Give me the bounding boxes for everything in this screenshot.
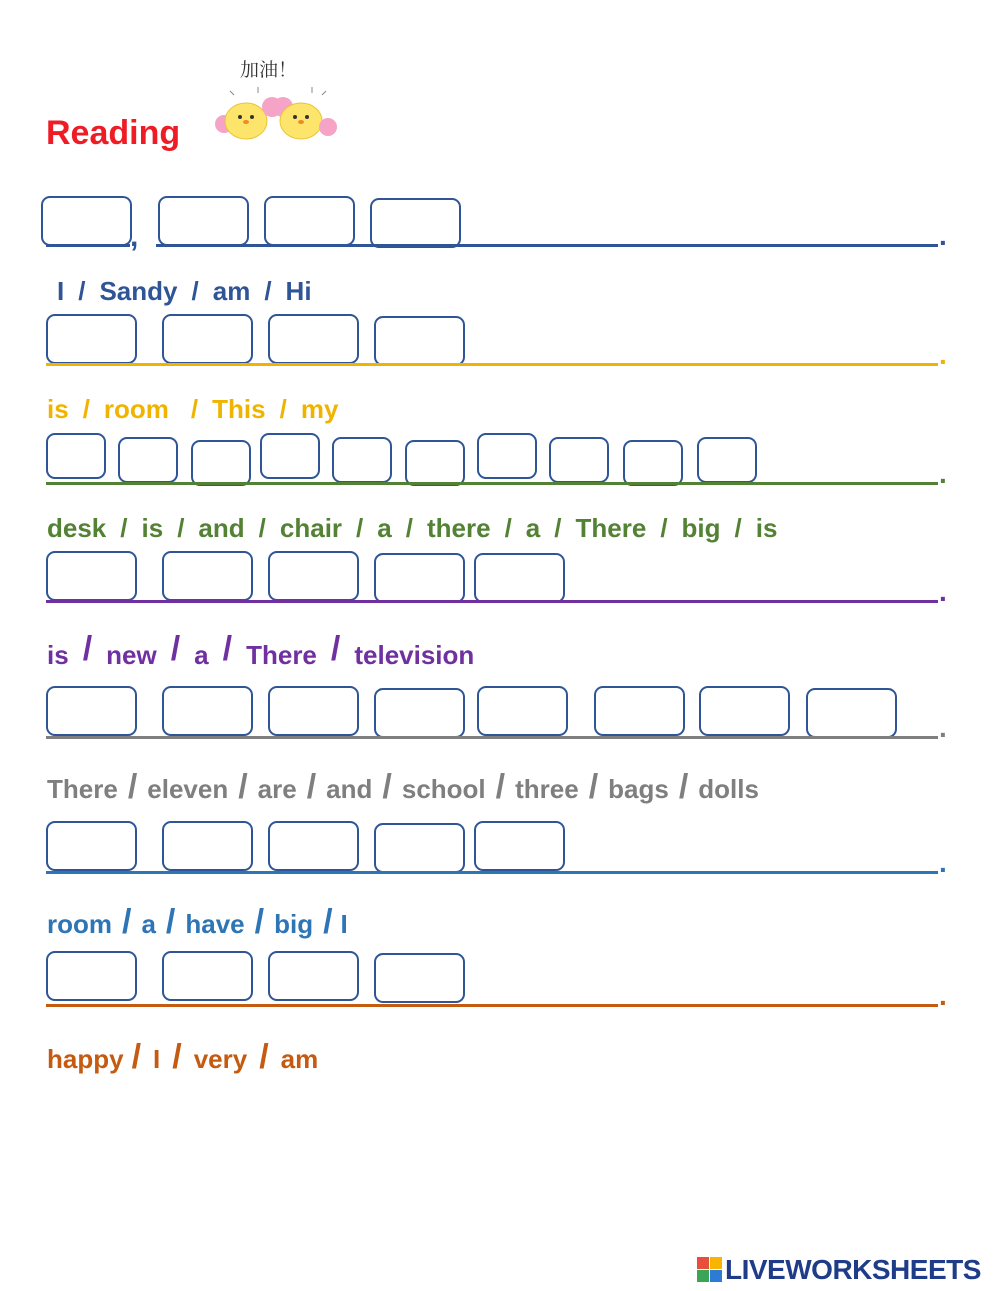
- answer-underline: [46, 363, 938, 366]
- hint-word: am: [280, 1044, 319, 1074]
- word-hint-row: I / Sandy / am / Hi: [57, 276, 312, 306]
- answer-box[interactable]: [474, 553, 565, 603]
- answer-box[interactable]: [118, 437, 178, 483]
- hint-word: television: [354, 640, 475, 670]
- hint-word: room: [103, 394, 169, 424]
- answer-box[interactable]: [594, 686, 685, 736]
- answer-box[interactable]: [46, 314, 137, 364]
- hint-word: There: [575, 513, 647, 543]
- hint-word: is: [141, 513, 164, 543]
- answer-box[interactable]: [191, 440, 251, 486]
- answer-underline: [46, 736, 938, 739]
- word-hint-row: room / a / have / big / I: [47, 903, 348, 941]
- cheering-chicks-image: [210, 55, 342, 147]
- hint-word: bags: [608, 774, 669, 804]
- answer-underline: [46, 600, 938, 603]
- word-hint-row: desk / is / and / chair / a / there / a / There / big / is: [47, 513, 778, 543]
- sentence-period: .: [939, 712, 947, 743]
- answer-box[interactable]: [405, 440, 465, 486]
- answer-box[interactable]: [477, 433, 537, 479]
- word-hint-row: happy / I / very / am: [47, 1038, 319, 1076]
- page-title: Reading: [46, 114, 181, 152]
- answer-box[interactable]: [697, 437, 757, 483]
- answer-box[interactable]: [699, 686, 790, 736]
- hint-word: is: [47, 640, 69, 670]
- answer-box[interactable]: [332, 437, 392, 483]
- hint-word: very: [193, 1044, 248, 1074]
- hint-word: Sandy: [99, 276, 178, 306]
- hint-word: my: [300, 394, 339, 424]
- hint-word: I: [340, 909, 348, 939]
- answer-box[interactable]: [162, 314, 253, 364]
- hint-word: school: [401, 774, 486, 804]
- answer-box[interactable]: [268, 821, 359, 871]
- answer-box[interactable]: [474, 821, 565, 871]
- answer-underline: [156, 244, 938, 247]
- answer-underline: [46, 871, 938, 874]
- hint-word: dolls: [698, 774, 759, 804]
- hint-word: a: [141, 909, 156, 939]
- comma: ,: [130, 220, 139, 253]
- hint-word: big: [274, 909, 314, 939]
- answer-underline: [46, 482, 938, 485]
- answer-box[interactable]: [46, 686, 137, 736]
- hint-word: a: [194, 640, 209, 670]
- answer-underline: [46, 1004, 938, 1007]
- hint-word: and: [198, 513, 245, 543]
- mascot-caption: 加油！: [240, 59, 298, 81]
- hint-word: I: [57, 276, 65, 306]
- answer-box[interactable]: [374, 316, 465, 366]
- hint-word: and: [326, 774, 373, 804]
- hint-word: eleven: [147, 774, 229, 804]
- hint-word: chair: [279, 513, 343, 543]
- answer-box[interactable]: [46, 951, 137, 1001]
- answer-box[interactable]: [374, 688, 465, 738]
- answer-box[interactable]: [374, 953, 465, 1003]
- answer-box[interactable]: [268, 951, 359, 1001]
- sentence-period: .: [939, 847, 947, 878]
- hint-word: am: [212, 276, 251, 306]
- answer-box[interactable]: [46, 433, 106, 479]
- hint-word: have: [185, 909, 245, 939]
- hint-word: room: [47, 909, 112, 939]
- hint-word: there: [426, 513, 491, 543]
- answer-box[interactable]: [477, 686, 568, 736]
- answer-box[interactable]: [806, 688, 897, 738]
- logo-mark-icon: [697, 1257, 723, 1283]
- hint-word: There: [246, 640, 317, 670]
- answer-box[interactable]: [268, 551, 359, 601]
- hint-word: Hi: [285, 276, 312, 306]
- answer-box[interactable]: [549, 437, 609, 483]
- answer-box[interactable]: [374, 553, 465, 603]
- answer-box[interactable]: [162, 951, 253, 1001]
- hint-word: a: [525, 513, 541, 543]
- answer-box[interactable]: [46, 551, 137, 601]
- answer-box[interactable]: [260, 433, 320, 479]
- answer-box[interactable]: [162, 551, 253, 601]
- hint-word: a: [377, 513, 392, 543]
- sentence-period: .: [939, 458, 947, 489]
- hint-word: are: [257, 774, 297, 804]
- hint-word: three: [515, 774, 579, 804]
- answer-box[interactable]: [374, 823, 465, 873]
- answer-box[interactable]: [158, 196, 249, 246]
- hint-word: is: [47, 394, 69, 424]
- word-hint-row: is / new / a / There / television: [47, 630, 475, 670]
- answer-box[interactable]: [623, 440, 683, 486]
- sentence-period: .: [939, 220, 947, 251]
- hint-word: happy: [47, 1044, 124, 1074]
- hint-word: This: [212, 394, 266, 424]
- sentence-period: .: [939, 339, 947, 370]
- answer-box[interactable]: [41, 196, 132, 246]
- word-hint-row: is / room / This / my: [47, 394, 339, 424]
- answer-box[interactable]: [264, 196, 355, 246]
- sentence-period: .: [939, 576, 947, 607]
- hint-word: There: [47, 774, 118, 804]
- word-hint-row: There / eleven / are / and / school / three / bags / dolls: [47, 768, 759, 806]
- hint-word: big: [681, 513, 721, 543]
- answer-box[interactable]: [268, 314, 359, 364]
- answer-box[interactable]: [162, 821, 253, 871]
- hint-word: desk: [47, 513, 107, 543]
- liveworksheets-logo[interactable]: [697, 1253, 981, 1287]
- answer-box[interactable]: [46, 821, 137, 871]
- brand-name: LIVEWORKSHEETS: [725, 1254, 981, 1285]
- answer-underline: [46, 244, 130, 247]
- hint-word: is: [755, 513, 778, 543]
- answer-box[interactable]: [162, 686, 253, 736]
- answer-box[interactable]: [370, 198, 461, 248]
- hint-word: I: [153, 1044, 161, 1074]
- answer-box[interactable]: [268, 686, 359, 736]
- sentence-period: .: [939, 980, 947, 1011]
- hint-word: new: [106, 640, 157, 670]
